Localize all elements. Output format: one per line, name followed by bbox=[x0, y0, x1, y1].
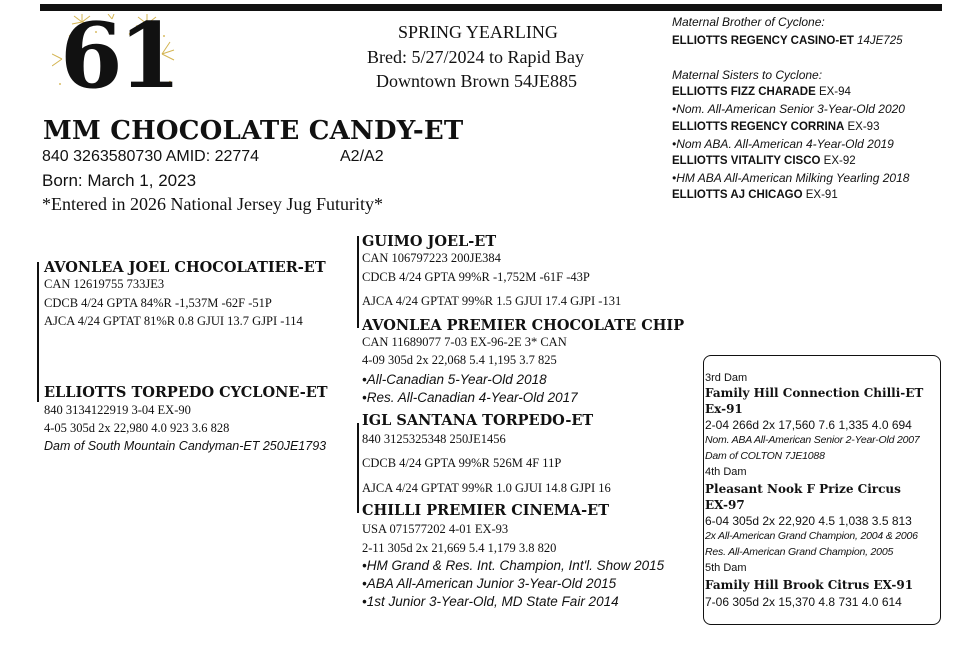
dam-name: ELLIOTTS TORPEDO CYCLONE-ET bbox=[44, 384, 328, 401]
sire-dam-name: AVONLEA PREMIER CHOCOLATE CHIP bbox=[362, 317, 685, 334]
dam-dam-record: 2-11 305d 2x 21,669 5.4 1,179 3.8 820 bbox=[362, 541, 557, 555]
dam-dam-name: CHILLI PREMIER CINEMA-ET bbox=[362, 502, 610, 519]
sister-score: EX-92 bbox=[823, 155, 856, 167]
third-dam-score: Ex-91 bbox=[705, 402, 743, 416]
fourth-dam-score: EX-97 bbox=[705, 498, 745, 512]
animal-born: Born: March 1, 2023 bbox=[42, 171, 197, 190]
third-dam-name: Family Hill Connection Chilli-ET bbox=[705, 386, 924, 400]
sire-dam-reg: CAN 11689077 7-03 EX-96-2E 3* CAN bbox=[362, 335, 567, 349]
fourth-dam-note: Res. All-American Grand Champion, 2005 bbox=[705, 546, 894, 558]
dam-record: 4-05 305d 2x 22,980 4.0 923 3.6 828 bbox=[44, 421, 230, 435]
dam-dam-note: •ABA All-American Junior 3-Year-Old 2015 bbox=[362, 576, 617, 591]
fifth-dam-label: 5th Dam bbox=[705, 562, 747, 574]
sister-name: ELLIOTTS FIZZ CHARADE bbox=[672, 86, 816, 98]
sire-side-bracket bbox=[357, 236, 359, 328]
fourth-dam-note: 2x All-American Grand Champion, 2004 & 2006 bbox=[705, 530, 918, 542]
brother-line bbox=[672, 35, 903, 47]
sister-1 bbox=[672, 86, 851, 98]
sister-score: EX-94 bbox=[818, 86, 851, 98]
dam-sire-name: IGL SANTANA TORPEDO-ET bbox=[362, 412, 594, 429]
third-dam-note: Dam of COLTON 7JE1088 bbox=[705, 450, 825, 462]
futurity-note: *Entered in 2026 National Jersey Jug Futurity* bbox=[42, 194, 383, 214]
bred-sire: Downtown Brown 54JE885 bbox=[376, 71, 577, 91]
third-dam-note: Nom. ABA All-American Senior 2-Year-Old 2007 bbox=[705, 434, 920, 446]
dam-side-bracket bbox=[357, 423, 359, 513]
sister-3 bbox=[672, 155, 856, 167]
sister-note: •Nom. All-American Senior 3-Year-Old 2020 bbox=[672, 102, 905, 116]
fourth-dam-record: 6-04 305d 2x 22,920 4.5 1,038 3.5 813 bbox=[705, 514, 912, 528]
animal-id: 840 3263580730 AMID: 22774 bbox=[42, 148, 260, 165]
dam-note: Dam of South Mountain Candyman-ET 250JE1793 bbox=[44, 439, 327, 453]
dam-sire-reg: 840 3125325348 250JE1456 bbox=[362, 432, 506, 446]
sisters-heading: Maternal Sisters to Cyclone: bbox=[672, 68, 823, 82]
sire-ajca: AJCA 4/24 GPTAT 81%R 0.8 GJUI 13.7 GJPI -114 bbox=[44, 314, 303, 328]
dam-reg: 840 3134122919 3-04 EX-90 bbox=[44, 403, 191, 417]
sire-cdcb: CDCB 4/24 GPTA 84%R -1,537M -62F -51P bbox=[44, 296, 272, 310]
sire-dam-note: •All-Canadian 5-Year-Old 2018 bbox=[362, 372, 547, 387]
fifth-dam-name: Family Hill Brook Citrus EX-91 bbox=[705, 578, 914, 592]
sister-name: ELLIOTTS AJ CHICAGO bbox=[672, 189, 803, 201]
sister-score: EX-93 bbox=[847, 121, 880, 133]
dam-sire-cdcb: CDCB 4/24 GPTA 99%R 526M 4F 11P bbox=[362, 456, 562, 470]
third-dam-record: 2-04 266d 2x 17,560 7.6 1,335 4.0 694 bbox=[705, 418, 912, 432]
sister-note: •Nom ABA. All-American 4-Year-Old 2019 bbox=[672, 137, 894, 151]
sire-dam-note: •Res. All-Canadian 4-Year-Old 2017 bbox=[362, 390, 578, 405]
third-dam-label: 3rd Dam bbox=[705, 372, 748, 384]
dam-dam-note: •1st Junior 3-Year-Old, MD State Fair 2014 bbox=[362, 594, 619, 609]
sale-type: SPRING YEARLING bbox=[398, 22, 558, 42]
dam-sire-ajca: AJCA 4/24 GPTAT 99%R 1.0 GJUI 14.8 GJPI 16 bbox=[362, 481, 611, 495]
sire-name: AVONLEA JOEL CHOCOLATIER-ET bbox=[44, 259, 326, 276]
sire-sire-name: GUIMO JOEL-ET bbox=[362, 233, 497, 250]
sire-reg: CAN 12619755 733JE3 bbox=[44, 277, 165, 291]
dam-dam-reg: USA 071577202 4-01 EX-93 bbox=[362, 522, 509, 536]
bred-line: Bred: 5/27/2024 to Rapid Bay bbox=[367, 47, 584, 67]
sister-note: •HM ABA All-American Milking Yearling 2018 bbox=[672, 171, 910, 185]
brother-reg: 14JE725 bbox=[857, 35, 903, 47]
fourth-dam-name: Pleasant Nook F Prize Circus bbox=[705, 482, 901, 496]
lot-number-badge bbox=[52, 3, 178, 109]
sister-score: EX-91 bbox=[805, 189, 838, 201]
sire-dam-bracket bbox=[37, 262, 39, 402]
sire-dam-record: 4-09 305d 2x 22,068 5.4 1,195 3.7 825 bbox=[362, 353, 557, 367]
sire-sire-ajca: AJCA 4/24 GPTAT 99%R 1.5 GJUI 17.4 GJPI -131 bbox=[362, 294, 622, 308]
sister-name: ELLIOTTS REGENCY CORRINA bbox=[672, 121, 845, 133]
brother-name: ELLIOTTS REGENCY CASINO-ET bbox=[672, 35, 854, 47]
sire-sire-cdcb: CDCB 4/24 GPTA 99%R -1,752M -61F -43P bbox=[362, 270, 590, 284]
brother-heading: Maternal Brother of Cyclone: bbox=[672, 15, 825, 29]
lot-number: 61 bbox=[60, 3, 178, 109]
sister-name: ELLIOTTS VITALITY CISCO bbox=[672, 155, 821, 167]
animal-genotype: A2/A2 bbox=[340, 148, 384, 165]
sire-sire-reg: CAN 106797223 200JE384 bbox=[362, 251, 501, 265]
fifth-dam-record: 7-06 305d 2x 15,370 4.8 731 4.0 614 bbox=[705, 595, 902, 609]
fourth-dam-label: 4th Dam bbox=[705, 466, 747, 478]
dam-dam-note: •HM Grand & Res. Int. Champion, Int'l. Show 2015 bbox=[362, 558, 665, 573]
sister-4 bbox=[672, 189, 838, 201]
sister-2 bbox=[672, 121, 879, 133]
animal-name: MM CHOCOLATE CANDY-ET bbox=[43, 116, 464, 146]
